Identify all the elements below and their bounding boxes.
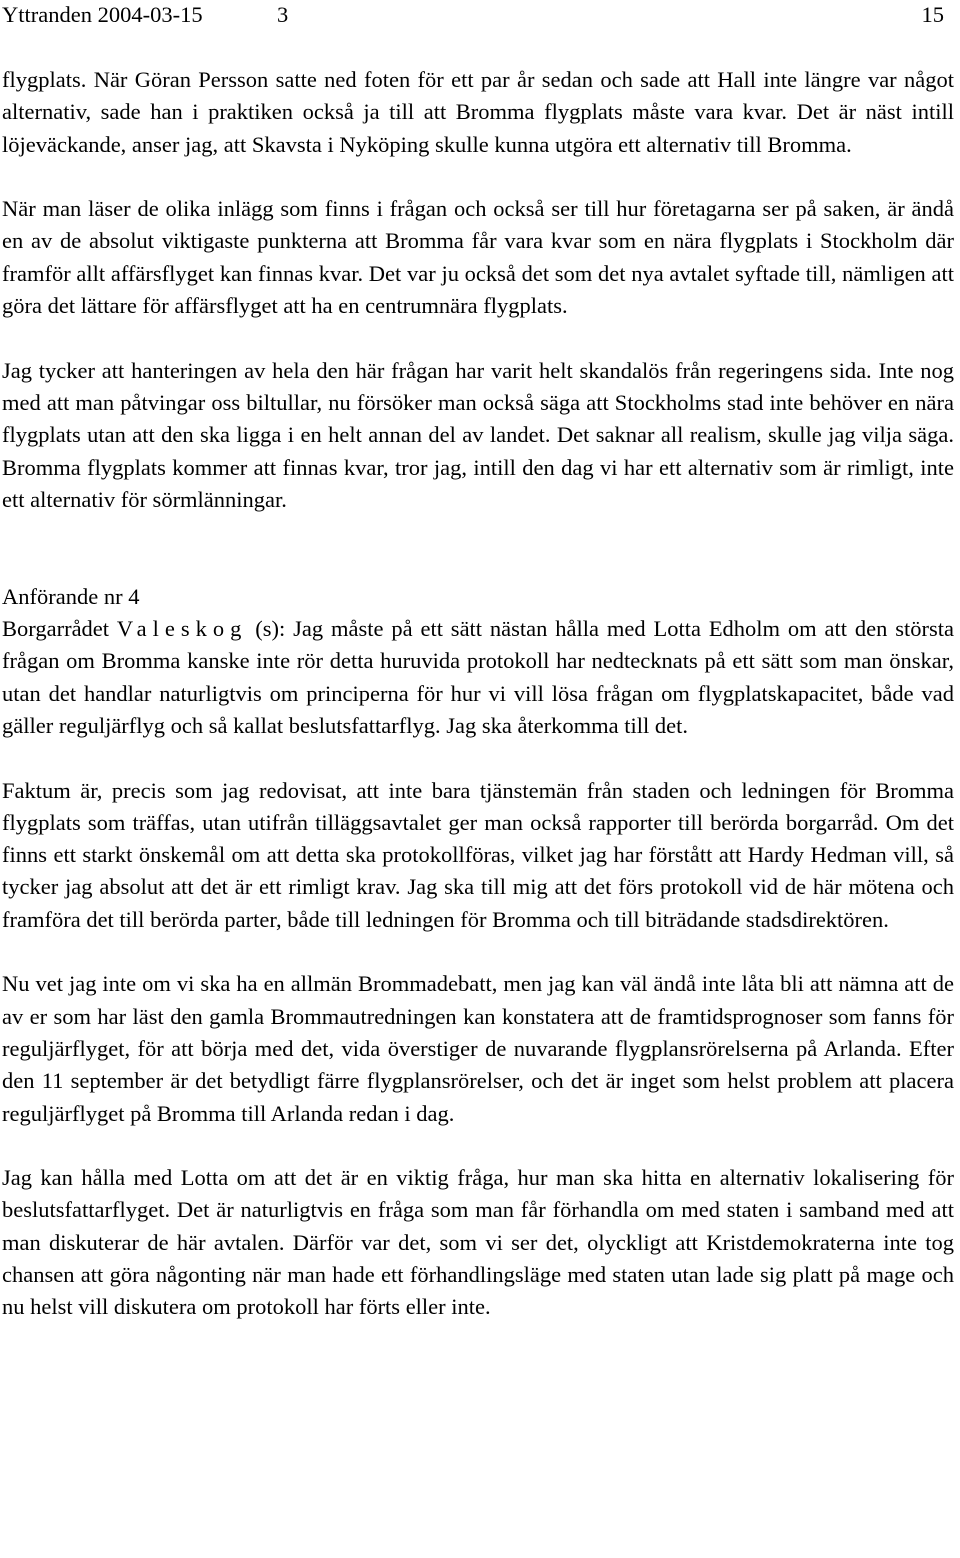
paragraph-affarsflyg: När man läser de olika inlägg som finns i frågan och också ser till hur företagarna ser på saken, är ändå en av de absolut viktigaste punkterna att Bromma får vara kvar som en nära flygplats i Stockholm där framför allt affärsflyget kan finnas kvar. Det var ju också det som det nya avtalet syftade till, nämligen att göra det lättare för affärsflyget att ha en centrumnära flygplats. (2, 196, 954, 319)
page-number: 15 (921, 2, 944, 27)
speech-opening-text: (s): Jag måste på ett sätt nästan hålla med Lotta Edholm om att den största frågan om Bromma kanske inte rör detta huruvida protokoll har nedtecknats på ett sätt som man önskar, utan det handlar naturligtvis om principerna för hur vi vill lösa frågan om flygplatskapacitet, både vad gäller reguljärflyg och så kallat beslutsfattarflyg. Jag ska återkomma till det. (2, 616, 954, 738)
header-date: Yttranden 2004-03-15 (2, 2, 203, 27)
section-gap (2, 516, 954, 581)
paragraph-beslutsfattarflyg: Jag kan hålla med Lotta om att det är en viktig fråga, hur man ska hitta en alternativ lokalisering för beslutsfattarflyget. Det är naturligtvis en fråga som man får förhandla om med staten i samband med att man diskuterar de här avtalen. Därför var det, som vi ser det, olyckligt att Kristdemokraterna inte tog chansen att göra någonting när man hade ett förhandlingsläge med staten utan lade sig platt på mage och nu helst vill diskutera om protokoll har förts eller inte. (2, 1165, 954, 1320)
speaker-name: Valeskog (116, 616, 248, 642)
speech-opening-paragraph (2, 613, 954, 742)
paragraph-regeringen: Jag tycker att hanteringen av hela den här frågan har varit helt skandalös från regeringens sida. Inte nog med att man påtvingar oss biltullar, nu försöker man också säga att Stockholms stad inte behöver en nära flygplats utan att den ska ligga i en helt annan del av landet. Det saknar all realism, skulle jag vilja säga. Bromma flygplats kommer att finnas kvar, tror jag, intill den dag vi har ett alternativ som är rimligt, inte ett alternativ för sörmlänningar. (2, 357, 954, 512)
document-body (2, 64, 954, 1324)
paragraph-gap (2, 742, 954, 774)
speech-heading: Anförande nr 4 (2, 583, 140, 609)
header-section-number: 3 (277, 2, 289, 27)
paragraph-brommadebatt: Nu vet jag inte om vi ska ha en allmän Brommadebatt, men jag kan väl ändå inte låta bli att nämna att de av er som har läst den gamla Brommautredningen kan konstatera att de framtidsprognoser som fanns för reguljärflyget, för att börja med det, vida överstiger de nuvarande flygplansrörelserna på Arlanda. Efter den 11 september är det betydligt färre flygplansrörelser, och det är inget som helst problem att placera reguljärflyget på Bromma till Arlanda redan i dag. (2, 971, 954, 1126)
page-header (0, 0, 944, 32)
paragraph-gap (2, 322, 954, 354)
paragraph-gap (2, 936, 954, 968)
paragraph-gap (2, 161, 954, 193)
speaker-title: Borgarrådet (2, 616, 110, 642)
paragraph-continuation: flygplats. När Göran Persson satte ned foten för ett par år sedan och sade att Hall inte längre var något alternativ, sade han i praktiken också ja till att Bromma flygplats måste vara kvar. Det är näst intill löjeväckande, anser jag, att Skavsta i Nyköping skulle kunna utgöra ett alternativ till Bromma. (2, 67, 954, 157)
paragraph-gap (2, 1130, 954, 1162)
paragraph-protokoll: Faktum är, precis som jag redovisat, att inte bara tjänstemän från staden och ledningen för Bromma flygplats som träffas, utan utifrån tilläggsavtalet ger man också rapporter till berörda borgarråd. Om det finns ett starkt önskemål om att detta ska protokollföras, vilket jag har förstått att Hardy Hedman vill, så tycker jag absolut att det är ett rimligt krav. Jag ska till mig att det förs protokoll vid de här mötena och framföra det till berörda parter, både till ledningen för Bromma och till biträdande stadsdirektören. (2, 777, 954, 932)
